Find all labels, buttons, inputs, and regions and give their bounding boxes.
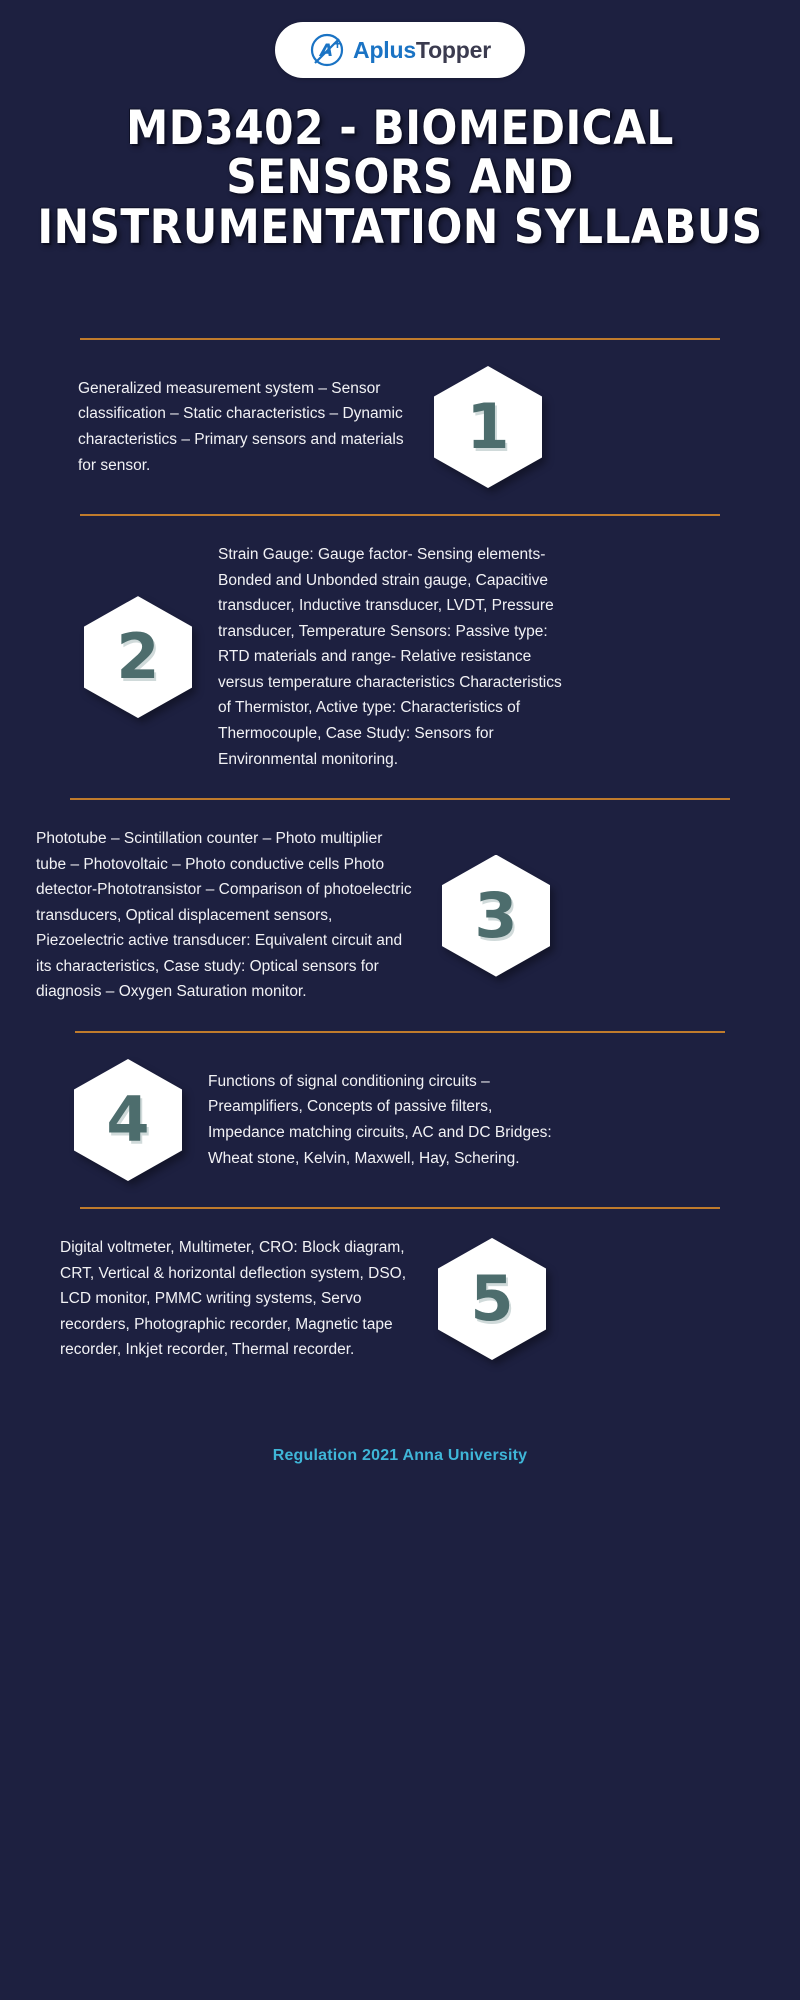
page-title-line-2: SENSORS AND xyxy=(226,150,574,206)
unit-3-badge xyxy=(416,855,576,977)
hexagon-icon xyxy=(74,1059,182,1181)
unit-4-badge xyxy=(48,1059,208,1181)
unit-3-text: Phototube – Scintillation counter – Photo multiplier tube – Photovoltaic – Photo conductive cells Photo detector-Phototransistor – Comparison of photoelectric transducers, Optical displacement sensors, Piezoelectric active transducer: Equivalent circuit and its characteristics, Case study: Optical sensors for diagnosis – Oxygen Saturation monitor. xyxy=(36,830,412,1001)
svg-text:+: + xyxy=(332,37,343,52)
unit-2-number: 2 xyxy=(116,620,160,694)
unit-2 xyxy=(0,514,800,798)
unit-1-number: 1 xyxy=(466,390,510,464)
hexagon-icon xyxy=(438,1238,546,1360)
unit-4-text: Functions of signal conditioning circuits – Preamplifiers, Concepts of passive filters, Impedance matching circuits, AC and DC Bridges: Wheat stone, Kelvin, Maxwell, Hay, Schering. xyxy=(208,1072,552,1167)
unit-3-number: 3 xyxy=(474,878,518,952)
unit-1-text: Generalized measurement system – Sensor classification – Static characteristics – Dynamic characteristics – Primary sensors and materials for sensor. xyxy=(78,379,404,474)
hexagon-icon xyxy=(434,366,542,488)
footer-regulation: Regulation 2021 Anna University xyxy=(272,1446,528,1464)
unit-5 xyxy=(0,1207,800,1389)
unit-1-badge xyxy=(408,366,568,488)
unit-row xyxy=(0,1033,800,1207)
page-title xyxy=(30,101,770,255)
unit-row xyxy=(0,340,800,514)
hexagon-icon xyxy=(442,855,550,977)
unit-3 xyxy=(0,798,800,1031)
hexagon-icon xyxy=(84,596,192,718)
svg-text:A: A xyxy=(320,41,334,61)
syllabus-units xyxy=(0,338,800,1389)
unit-5-badge xyxy=(412,1238,572,1360)
unit-4 xyxy=(0,1031,800,1207)
logo-wordmark xyxy=(353,37,491,64)
unit-row xyxy=(0,800,800,1031)
logo-word-topper: Topper xyxy=(415,36,491,63)
unit-row xyxy=(0,1209,800,1389)
unit-4-number: 4 xyxy=(106,1083,150,1157)
unit-5-text: Digital voltmeter, Multimeter, CRO: Block diagram, CRT, Vertical & horizontal deflection system, DSO, LCD monitor, PMMC writing systems, Servo recorders, Photographic recorder, Magnetic tape recorder, Inkjet recorder, Thermal recorder. xyxy=(60,1239,407,1359)
unit-5-number: 5 xyxy=(470,1261,514,1335)
unit-1 xyxy=(0,338,800,514)
logo-pill[interactable] xyxy=(275,22,525,78)
unit-2-badge xyxy=(58,596,218,718)
page-title-line-3: INSTRUMENTATION SYLLABUS xyxy=(37,199,763,255)
unit-row xyxy=(0,516,800,798)
unit-2-text: Strain Gauge: Gauge factor- Sensing elements- Bonded and Unbonded strain gauge, Capacitive transducer, Inductive transducer, LVDT, Pressure transducer, Temperature Sensors: Passive type: RTD materials and range- Relative resistance versus temperature characteristics Characteristics of Thermistor, Active type: Characteristics of Thermocouple, Case Study: Sensors for Environmental monitoring. xyxy=(218,546,562,768)
aplus-circle-icon xyxy=(309,32,345,68)
brand-logo[interactable] xyxy=(0,0,800,78)
logo-word-aplus: Aplus xyxy=(353,36,416,63)
page-title-line-1: MD3402 - BIOMEDICAL xyxy=(126,101,674,156)
